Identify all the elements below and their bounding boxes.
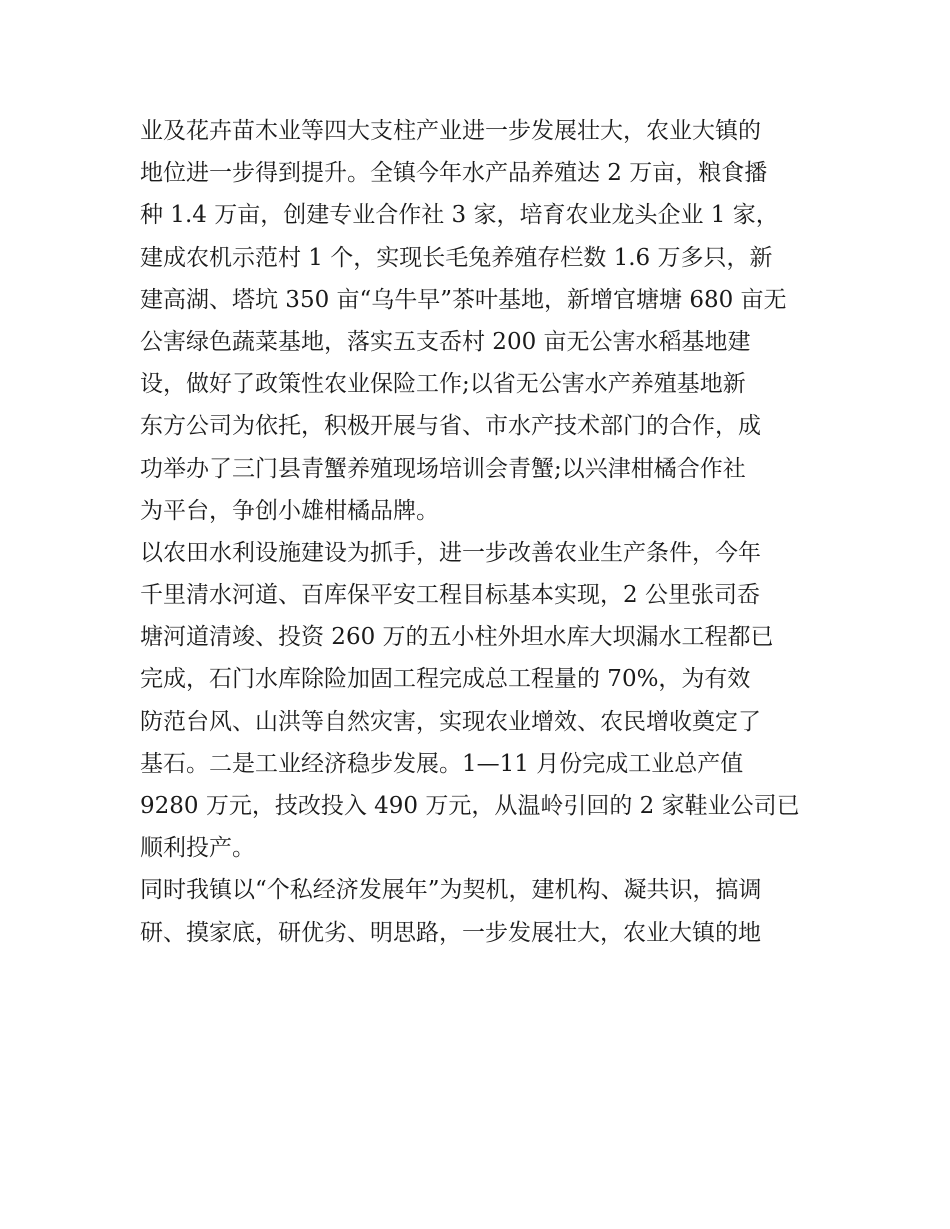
text-line: 千里清水河道、百库保平安工程目标基本实现，2 公里张司岙 bbox=[140, 582, 760, 609]
text-line: 建高湖、塔坑 350 亩“乌牛早”茶叶基地，新增官塘塘 680 亩无 bbox=[140, 286, 787, 313]
text-line: 塘河道清竣、投资 260 万的五小柱外坦水库大坝漏水工程都已 bbox=[140, 624, 774, 651]
paragraph-3 bbox=[140, 869, 820, 953]
paragraph-2 bbox=[140, 532, 820, 870]
text-line: 研、摸家底，研优劣、明思路，一步发展壮大，农业大镇的地 bbox=[140, 919, 761, 946]
document-body bbox=[140, 110, 820, 954]
text-line: 顺利投产。 bbox=[140, 835, 255, 862]
text-line: 基石。二是工业经济稳步发展。1—11 月份完成工业总产值 bbox=[140, 750, 744, 777]
text-line: 地位进一步得到提升。全镇今年水产品养殖达 2 万亩，粮食播 bbox=[140, 160, 768, 187]
text-line: 为平台，争创小雄柑橘品牌。 bbox=[140, 497, 439, 524]
text-line: 同时我镇以“个私经济发展年”为契机，建机构、凝共识，搞调 bbox=[140, 877, 762, 904]
text-line: 业及花卉苗木业等四大支柱产业进一步发展壮大，农业大镇的 bbox=[140, 118, 761, 144]
text-line: 建成农机示范村 1 个，实现长毛兔养殖存栏数 1.6 万多只，新 bbox=[140, 244, 773, 271]
text-line: 公害绿色蔬菜基地，落实五支岙村 200 亩无公害水稻基地建 bbox=[140, 328, 751, 355]
text-line: 完成，石门水库除险加固工程完成总工程量的 70%，为有效 bbox=[140, 666, 751, 693]
paragraph-1 bbox=[140, 110, 820, 532]
text-line: 功举办了三门县青蟹养殖现场培训会青蟹;以兴津柑橘合作社 bbox=[140, 455, 746, 482]
text-line: 东方公司为依托，积极开展与省、市水产技术部门的合作，成 bbox=[140, 413, 761, 440]
text-line: 以农田水利设施建设为抓手，进一步改善农业生产条件，今年 bbox=[140, 539, 761, 566]
text-line: 9280 万元，技改投入 490 万元，从温岭引回的 2 家鞋业公司已 bbox=[140, 793, 800, 819]
text-line: 防范台风、山洪等自然灾害，实现农业增效、农民增收奠定了 bbox=[140, 708, 761, 735]
text-line: 种 1.4 万亩，创建专业合作社 3 家，培育农业龙头企业 1 家， bbox=[140, 202, 779, 229]
text-line: 设，做好了政策性农业保险工作;以省无公害水产养殖基地新 bbox=[140, 371, 746, 398]
